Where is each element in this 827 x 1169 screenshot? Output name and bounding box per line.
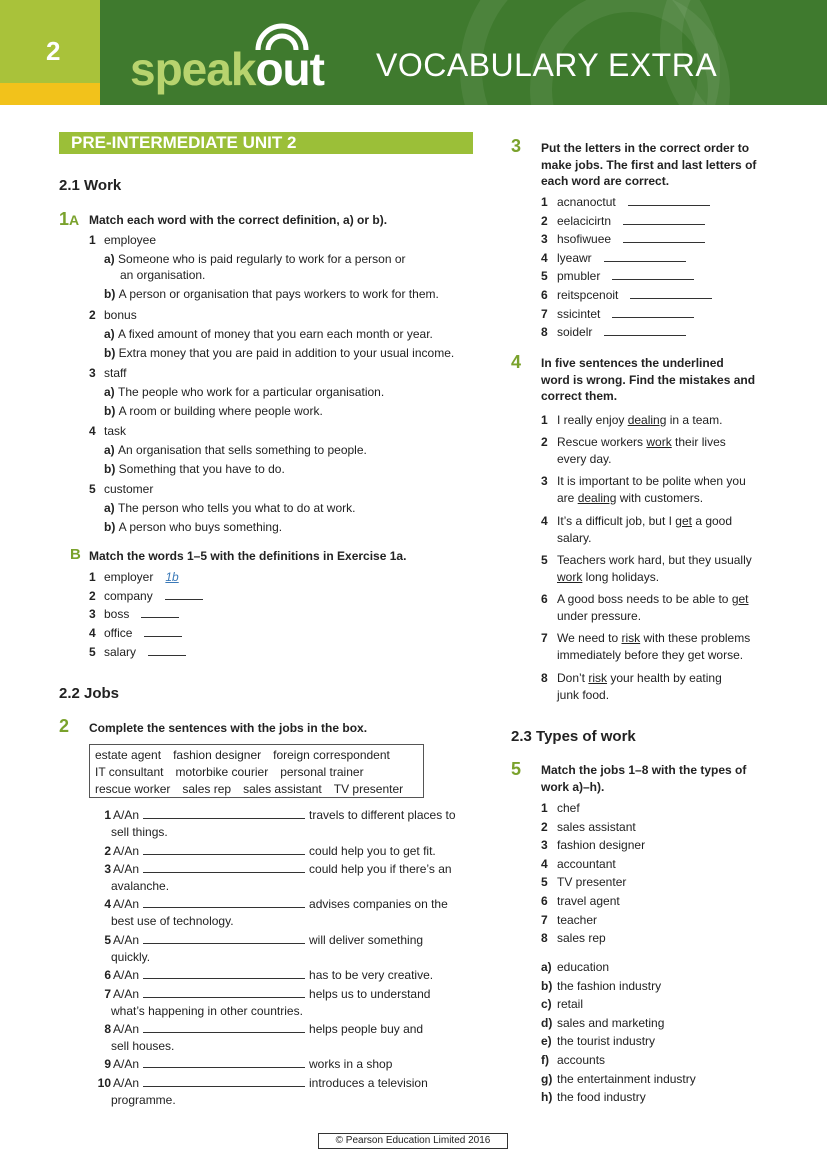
word-text: bonus bbox=[104, 308, 137, 322]
sentence-continuation bbox=[111, 1003, 303, 1020]
underlined-word: risk bbox=[588, 671, 608, 685]
job-text: TV presenter bbox=[557, 875, 627, 890]
item-number: 1 bbox=[541, 413, 548, 427]
sentence-text: immediately before they get worse. bbox=[557, 648, 744, 662]
definition-option-a[interactable] bbox=[104, 384, 384, 401]
anagram-text: reitspcenoit bbox=[557, 288, 619, 302]
sentence-text: It is important to be polite when you bbox=[557, 474, 746, 488]
sentence-text: A good boss needs to be able to bbox=[557, 592, 732, 606]
work-type-item bbox=[541, 1052, 605, 1069]
sentence-text: Don’t bbox=[557, 671, 589, 685]
item-number: 4 bbox=[541, 250, 548, 265]
definition-option-a[interactable] bbox=[104, 500, 355, 517]
exercise-number-1a: 1A bbox=[59, 209, 80, 229]
section-heading-types-of-work: 2.3 Types of work bbox=[511, 728, 636, 745]
definition-text: Extra money that you are paid in addition to your usual income. bbox=[118, 346, 455, 360]
sentence-item bbox=[541, 552, 752, 569]
sentence-text: advises companies on the bbox=[309, 897, 448, 911]
work-type-item bbox=[541, 1089, 646, 1106]
answer-blank[interactable] bbox=[612, 307, 694, 318]
sentence-text: a good bbox=[691, 514, 733, 528]
item-number: 7 bbox=[541, 306, 548, 321]
underlined-word: get bbox=[675, 514, 692, 528]
exercise-number-2: 2 bbox=[59, 716, 70, 736]
option-letter: b) bbox=[104, 346, 119, 360]
job-answer-blank[interactable] bbox=[143, 933, 305, 944]
sentence-text: with these problems bbox=[640, 631, 751, 645]
job-answer-blank[interactable] bbox=[143, 844, 305, 855]
word-box-row bbox=[95, 764, 418, 781]
word-text: task bbox=[104, 424, 127, 438]
sentence-text: your health by eating bbox=[607, 671, 722, 685]
sentence-text: their lives bbox=[671, 435, 726, 449]
item-number: 3 bbox=[541, 838, 548, 853]
answer-blank[interactable] bbox=[623, 214, 705, 225]
sentence-continuation bbox=[111, 913, 234, 930]
option-letter: a) bbox=[104, 443, 119, 457]
definition-text: The people who work for a particular organisation. bbox=[118, 385, 385, 399]
sentence-item bbox=[541, 473, 746, 490]
item-number: 1 bbox=[89, 233, 96, 247]
work-type-text: the fashion industry bbox=[557, 978, 662, 993]
job-item bbox=[541, 930, 606, 947]
word-text: employer bbox=[104, 570, 154, 584]
anagram-text: soidelr bbox=[557, 325, 593, 340]
word-box-item: sales rep bbox=[182, 782, 232, 796]
header-title: VOCABULARY EXTRA bbox=[376, 47, 718, 83]
job-item bbox=[541, 800, 580, 817]
word-text: employee bbox=[104, 233, 157, 247]
item-number: 2 bbox=[104, 844, 111, 858]
word-text: boss bbox=[104, 607, 130, 622]
answer-blank[interactable] bbox=[604, 251, 686, 262]
option-letter: a) bbox=[104, 252, 119, 266]
work-type-item bbox=[541, 996, 583, 1013]
match-item bbox=[89, 606, 179, 623]
sentence-text: works in a shop bbox=[309, 1057, 393, 1071]
article-prefix: A/An bbox=[113, 1076, 140, 1090]
sentence-text: We need to bbox=[557, 631, 622, 645]
item-number: 4 bbox=[541, 856, 548, 871]
sentence-text: every day. bbox=[557, 452, 612, 466]
article-prefix: A/An bbox=[113, 897, 140, 911]
sentence-text: helps people buy and bbox=[309, 1022, 424, 1036]
job-text: travel agent bbox=[557, 894, 620, 908]
work-type-text: the entertainment industry bbox=[557, 1071, 696, 1086]
item-number: 5 bbox=[89, 644, 96, 659]
sentence-continuation bbox=[557, 530, 591, 547]
option-letter: b) bbox=[104, 520, 119, 534]
sentence-text: introduces a television bbox=[309, 1076, 428, 1090]
sentence-item bbox=[541, 412, 722, 429]
article-prefix: A/An bbox=[113, 1057, 140, 1071]
word-box-item: motorbike courier bbox=[175, 765, 269, 779]
unit-title: PRE-INTERMEDIATE UNIT 2 bbox=[59, 132, 473, 154]
anagram-text: ssicintet bbox=[557, 306, 601, 321]
sentence-text: has to be very creative. bbox=[309, 968, 434, 982]
item-number: 3 bbox=[541, 232, 548, 247]
job-answer-blank[interactable] bbox=[143, 897, 305, 908]
sentence-continuation bbox=[111, 1038, 174, 1055]
item-number: 1 bbox=[541, 195, 548, 209]
anagram-item bbox=[541, 213, 705, 230]
word-box-item: TV presenter bbox=[333, 782, 404, 796]
sentence-continuation bbox=[557, 647, 743, 664]
sentence-text: avalanche. bbox=[111, 879, 170, 893]
underlined-word: get bbox=[731, 592, 749, 606]
word-box-row bbox=[95, 781, 418, 798]
definition-text: A person who buys something. bbox=[118, 520, 283, 534]
answer-blank[interactable] bbox=[144, 626, 182, 637]
work-type-item bbox=[541, 1071, 696, 1088]
word-box-row bbox=[95, 747, 418, 764]
sentence-text: junk food. bbox=[557, 688, 610, 702]
definition-option-b[interactable] bbox=[104, 403, 323, 420]
definition-text: A fixed amount of money that you earn each month or year. bbox=[118, 327, 433, 341]
item-number: 5 bbox=[89, 482, 96, 496]
exercise-number-5: 5 bbox=[511, 759, 522, 779]
item-number: 2 bbox=[89, 588, 96, 603]
sentence-text: could help you to get fit. bbox=[309, 844, 436, 858]
answer-blank[interactable] bbox=[612, 269, 694, 280]
anagram-text: pmubler bbox=[557, 269, 601, 284]
job-answer-blank[interactable] bbox=[143, 862, 305, 873]
sentence-text: helps us to understand bbox=[309, 987, 431, 1001]
definition-option-b[interactable] bbox=[104, 286, 439, 303]
option-letter: g) bbox=[541, 1071, 553, 1086]
speakout-logo: speakout bbox=[130, 43, 324, 95]
sentence-continuation bbox=[111, 949, 150, 966]
job-answer-blank[interactable] bbox=[143, 1076, 305, 1087]
job-text: accountant bbox=[557, 856, 616, 871]
item-number: 6 bbox=[541, 894, 548, 908]
underlined-word: risk bbox=[621, 631, 641, 645]
option-letter: a) bbox=[104, 327, 119, 341]
work-type-item bbox=[541, 1015, 664, 1032]
item-number: 3 bbox=[89, 607, 96, 622]
sentence-item bbox=[89, 932, 423, 949]
word-box-item: IT consultant bbox=[95, 765, 164, 779]
job-item bbox=[541, 837, 645, 854]
word-box-item: rescue worker bbox=[95, 782, 171, 796]
anagram-item bbox=[541, 250, 686, 267]
section-heading-jobs: 2.2 Jobs bbox=[59, 685, 120, 702]
match-item bbox=[89, 588, 203, 605]
answer-blank[interactable] bbox=[141, 607, 179, 618]
anagram-text: hsofiwuee bbox=[557, 232, 612, 247]
sentence-text: will deliver something bbox=[309, 933, 424, 947]
item-number: 5 bbox=[104, 933, 111, 947]
word-text: company bbox=[104, 588, 153, 603]
sentence-item bbox=[89, 967, 433, 984]
definition-option-a[interactable] bbox=[104, 251, 406, 268]
work-type-text: accounts bbox=[557, 1053, 606, 1067]
word-text: customer bbox=[104, 482, 154, 496]
answer-blank[interactable] bbox=[630, 288, 712, 299]
article-prefix: A/An bbox=[113, 987, 140, 1001]
job-text: chef bbox=[557, 801, 580, 815]
item-number: 4 bbox=[89, 424, 96, 438]
vocab-word bbox=[89, 307, 137, 324]
section-heading-work: 2.1 Work bbox=[59, 177, 122, 194]
vocab-word bbox=[89, 423, 126, 440]
definition-text: an organisation. bbox=[120, 268, 206, 282]
option-letter: h) bbox=[541, 1090, 553, 1105]
definition-text: Someone who is paid regularly to work for a person or bbox=[118, 252, 406, 266]
sentence-item bbox=[541, 591, 749, 608]
item-number: 7 bbox=[541, 912, 548, 927]
word-box-item: estate agent bbox=[95, 748, 162, 762]
sentence-text: travels to different places to bbox=[309, 808, 456, 822]
match-item bbox=[89, 569, 179, 586]
job-item bbox=[541, 912, 597, 929]
item-number: 4 bbox=[89, 626, 96, 641]
sentence-item bbox=[541, 434, 726, 451]
job-answer-blank[interactable] bbox=[143, 1057, 305, 1068]
definition-option-b[interactable] bbox=[104, 345, 454, 362]
job-answer-blank[interactable] bbox=[143, 808, 305, 819]
vocab-word bbox=[89, 232, 156, 249]
item-number: 2 bbox=[541, 213, 548, 228]
item-number: 4 bbox=[104, 897, 111, 911]
definition-text: An organisation that sells something to people. bbox=[118, 443, 367, 457]
option-letter: a) bbox=[104, 385, 119, 399]
job-item bbox=[541, 819, 636, 836]
definition-text: A person or organisation that pays workers to work for them. bbox=[118, 287, 439, 301]
article-prefix: A/An bbox=[113, 844, 140, 858]
item-number: 5 bbox=[541, 269, 548, 284]
exercise-4-instruction: In five sentences the underlined word is wrong. Find the mistakes and correct them. bbox=[541, 356, 756, 403]
exercise-3-instruction: Put the letters in the correct order to make jobs. The first and last letters of each word are correct. bbox=[541, 141, 757, 188]
work-type-text: education bbox=[557, 960, 610, 974]
exercise-1a-instruction: Match each word with the correct definition, a) or b). bbox=[89, 213, 388, 227]
exercise-number-4: 4 bbox=[511, 352, 522, 372]
sentence-text: what’s happening in other countries. bbox=[111, 1004, 303, 1018]
underlined-word: dealing bbox=[627, 413, 667, 427]
anagram-text: acnanoctut bbox=[557, 195, 616, 209]
sentence-text: I really enjoy bbox=[557, 413, 628, 427]
item-number: 9 bbox=[104, 1057, 111, 1071]
exercise-2-instruction: Complete the sentences with the jobs in the box. bbox=[89, 721, 368, 735]
article-prefix: A/An bbox=[113, 808, 140, 822]
word-box-item: fashion designer bbox=[173, 748, 262, 762]
article-prefix: A/An bbox=[113, 862, 140, 876]
work-type-text: the food industry bbox=[557, 1090, 646, 1105]
sentence-text: salary. bbox=[557, 531, 592, 545]
word-text: staff bbox=[104, 366, 127, 380]
answer-blank[interactable] bbox=[165, 589, 203, 600]
answer-blank[interactable] bbox=[604, 325, 686, 336]
job-answer-blank[interactable] bbox=[143, 968, 305, 979]
work-type-text: the tourist industry bbox=[557, 1034, 656, 1049]
definition-option-b[interactable] bbox=[104, 519, 282, 536]
page-number: 2 bbox=[0, 0, 100, 83]
sentence-continuation bbox=[111, 1092, 176, 1109]
word-text: office bbox=[104, 626, 133, 641]
sentence-item bbox=[89, 843, 436, 860]
sentence-item bbox=[89, 896, 448, 913]
option-letter: f) bbox=[541, 1053, 549, 1067]
sentence-item bbox=[89, 1056, 392, 1073]
sentence-text: best use of technology. bbox=[111, 914, 234, 928]
job-text: fashion designer bbox=[557, 838, 646, 853]
match-item bbox=[89, 644, 186, 661]
item-number: 5 bbox=[541, 875, 548, 890]
exercise-5-instruction: Match the jobs 1–8 with the types of work a)–h). bbox=[541, 763, 747, 794]
example-answer: 1b bbox=[165, 570, 179, 584]
item-number: 7 bbox=[541, 631, 548, 645]
word-box-item: personal trainer bbox=[280, 765, 364, 779]
option-letter: b) bbox=[541, 978, 553, 993]
item-number: 5 bbox=[541, 553, 548, 567]
definition-text: Something that you have to do. bbox=[118, 462, 285, 476]
work-type-text: sales and marketing bbox=[557, 1015, 665, 1030]
job-text: sales assistant bbox=[557, 819, 636, 834]
sentence-text: under pressure. bbox=[557, 609, 642, 623]
sentence-text: could help you if there’s an bbox=[309, 862, 452, 876]
article-prefix: A/An bbox=[113, 968, 140, 982]
anagram-item bbox=[541, 287, 712, 304]
sentence-continuation bbox=[557, 490, 703, 507]
sentence-text: with customers. bbox=[616, 491, 704, 505]
sentence-item bbox=[89, 986, 430, 1003]
item-number: 1 bbox=[89, 570, 96, 584]
answer-blank[interactable] bbox=[148, 645, 186, 656]
work-type-item bbox=[541, 959, 609, 976]
vocab-word bbox=[89, 481, 153, 498]
sentence-text: Teachers work hard, but they usually bbox=[557, 553, 752, 567]
item-number: 4 bbox=[541, 514, 548, 528]
definition-continuation bbox=[120, 267, 205, 284]
word-text: salary bbox=[104, 644, 137, 659]
sentence-item bbox=[89, 807, 456, 824]
item-number: 8 bbox=[541, 671, 548, 685]
sentence-continuation bbox=[111, 878, 169, 895]
item-number: 2 bbox=[541, 819, 548, 834]
exercise-letter-1b: B bbox=[70, 546, 81, 563]
item-number: 8 bbox=[104, 1022, 111, 1036]
option-letter: b) bbox=[104, 287, 119, 301]
sentence-item bbox=[89, 1021, 423, 1038]
answer-blank[interactable] bbox=[623, 232, 705, 243]
item-number: 6 bbox=[104, 968, 111, 982]
answer-blank[interactable] bbox=[628, 195, 710, 206]
item-number: 8 bbox=[541, 931, 548, 946]
item-number: 6 bbox=[541, 288, 548, 302]
anagram-item bbox=[541, 306, 694, 323]
item-number: 10 bbox=[97, 1076, 111, 1090]
job-answer-blank[interactable] bbox=[143, 987, 305, 998]
item-number: 1 bbox=[541, 801, 548, 815]
article-prefix: A/An bbox=[113, 1022, 140, 1036]
item-number: 6 bbox=[541, 592, 548, 606]
option-letter: a) bbox=[104, 501, 119, 515]
sentence-text: sell things. bbox=[111, 825, 168, 839]
anagram-item bbox=[541, 231, 705, 248]
sentence-text: programme. bbox=[111, 1093, 176, 1107]
option-letter: b) bbox=[104, 462, 119, 476]
item-number: 7 bbox=[104, 987, 111, 1001]
job-answer-blank[interactable] bbox=[143, 1022, 305, 1033]
underlined-word: work bbox=[646, 435, 672, 449]
item-number: 2 bbox=[541, 435, 548, 449]
sentence-item bbox=[541, 630, 750, 647]
item-number: 3 bbox=[104, 862, 111, 876]
underlined-word: work bbox=[557, 570, 583, 584]
sentence-continuation bbox=[557, 608, 641, 625]
anagram-text: lyeawr bbox=[557, 250, 592, 265]
exercise-number-3: 3 bbox=[511, 136, 522, 156]
sentence-continuation bbox=[557, 687, 609, 704]
job-item bbox=[541, 874, 626, 891]
item-number: 8 bbox=[541, 325, 548, 340]
definition-text: A room or building where people work. bbox=[118, 404, 323, 418]
item-number: 2 bbox=[89, 308, 96, 322]
sentence-text: quickly. bbox=[111, 950, 151, 964]
sentence-text: long holidays. bbox=[582, 570, 660, 584]
sentence-continuation bbox=[557, 451, 611, 468]
option-letter: e) bbox=[541, 1034, 552, 1049]
job-text: sales rep bbox=[557, 931, 606, 946]
sentence-text: are bbox=[557, 491, 578, 505]
word-box bbox=[89, 744, 424, 798]
anagram-text: eelacicirtn bbox=[557, 213, 612, 228]
item-number: 3 bbox=[541, 474, 548, 488]
option-letter: d) bbox=[541, 1015, 553, 1030]
sentence-item bbox=[541, 670, 722, 687]
exercise-1b-instruction: Match the words 1–5 with the definitions in Exercise 1a. bbox=[89, 549, 407, 563]
work-type-item bbox=[541, 1033, 655, 1050]
item-number: 3 bbox=[89, 366, 96, 380]
definition-text: The person who tells you what to do at work. bbox=[118, 501, 356, 515]
sentence-item bbox=[89, 1075, 428, 1092]
sentence-item bbox=[89, 861, 452, 878]
sentence-item bbox=[541, 513, 732, 530]
underlined-word: dealing bbox=[577, 491, 617, 505]
sentence-continuation bbox=[557, 569, 659, 586]
anagram-item bbox=[541, 268, 694, 285]
word-box-item: sales assistant bbox=[243, 782, 322, 796]
sentence-text: sell houses. bbox=[111, 1039, 175, 1053]
sentence-text: It’s a difficult job, but I bbox=[557, 514, 676, 528]
article-prefix: A/An bbox=[113, 933, 140, 947]
option-letter: a) bbox=[541, 960, 552, 974]
job-text: teacher bbox=[557, 912, 598, 927]
vocab-word bbox=[89, 365, 126, 382]
option-letter: c) bbox=[541, 997, 552, 1012]
definition-option-b[interactable] bbox=[104, 461, 285, 478]
sentence-text: Rescue workers bbox=[557, 435, 647, 449]
header-accent-bar bbox=[0, 83, 100, 105]
option-letter: b) bbox=[104, 404, 119, 418]
item-number: 1 bbox=[104, 808, 111, 822]
work-type-text: retail bbox=[557, 997, 584, 1012]
definition-option-a[interactable] bbox=[104, 442, 367, 459]
copyright-footer: © Pearson Education Limited 2016 bbox=[318, 1133, 508, 1149]
anagram-item bbox=[541, 324, 686, 341]
anagram-item bbox=[541, 194, 710, 211]
job-item bbox=[541, 893, 620, 910]
work-type-item bbox=[541, 978, 661, 995]
sentence-continuation bbox=[111, 824, 168, 841]
sentence-text: in a team. bbox=[666, 413, 723, 427]
definition-option-a[interactable] bbox=[104, 326, 433, 343]
job-item bbox=[541, 856, 616, 873]
match-item bbox=[89, 625, 182, 642]
word-box-item: foreign correspondent bbox=[273, 748, 390, 762]
